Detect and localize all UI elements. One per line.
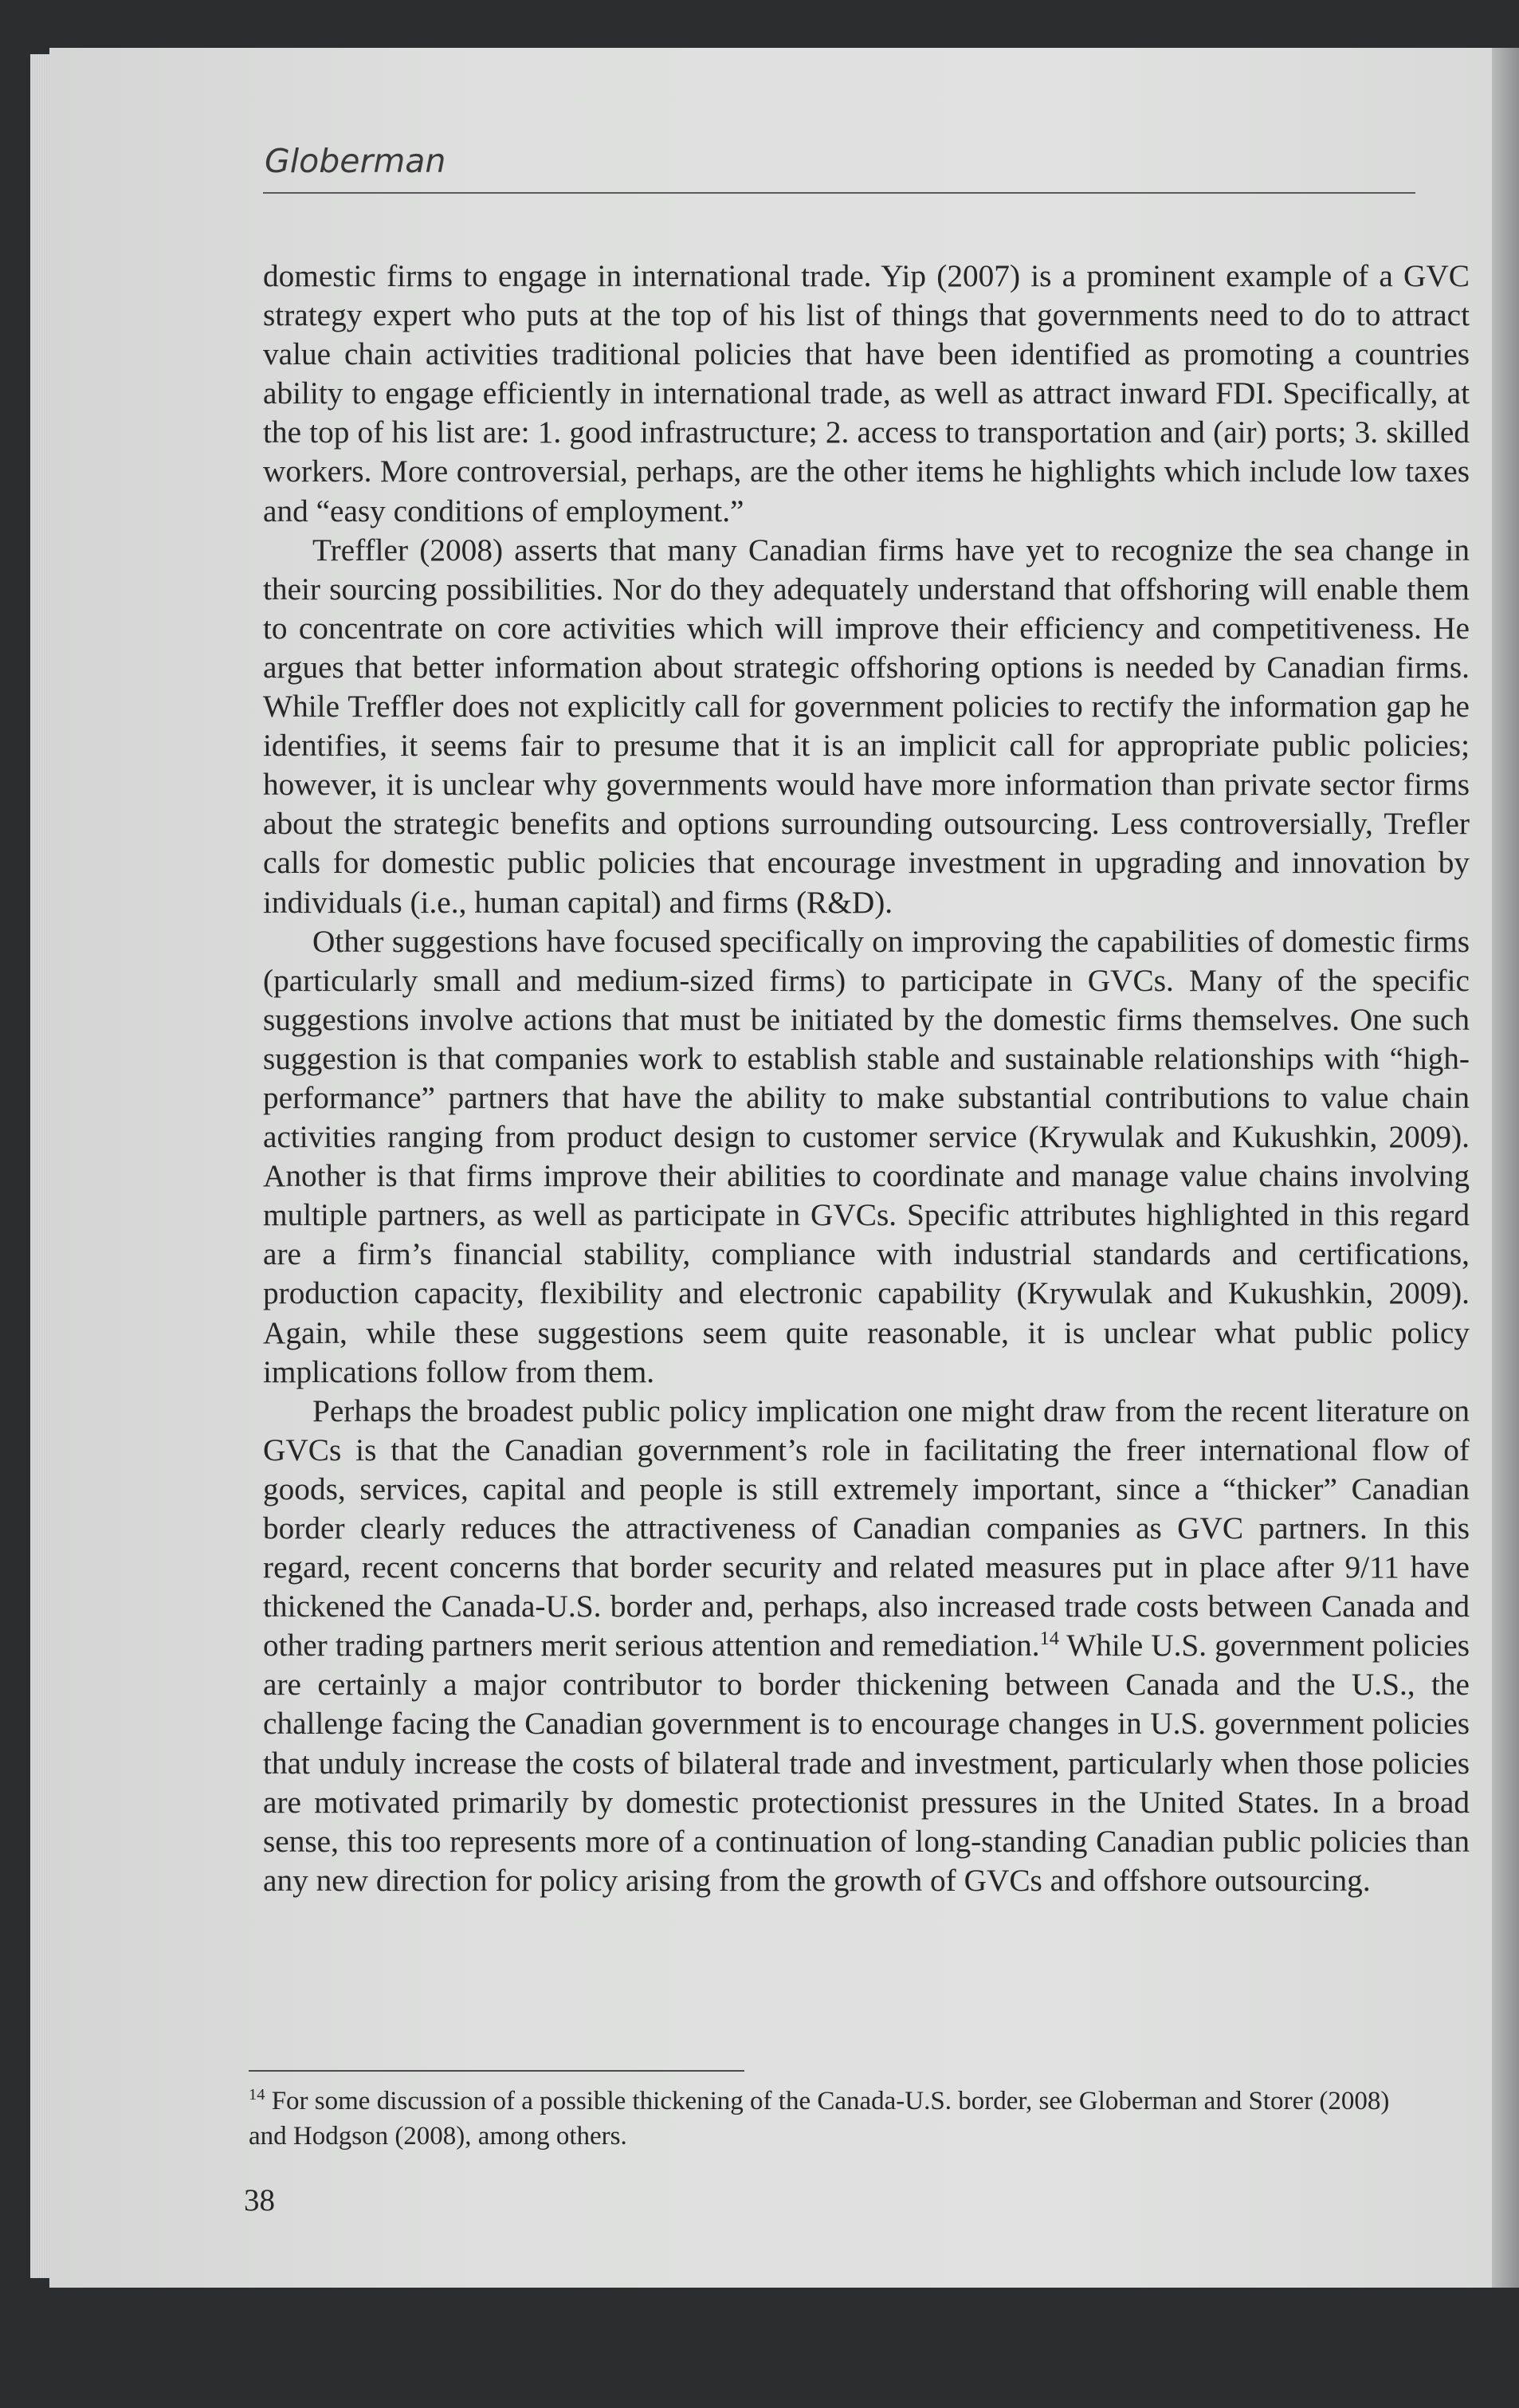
paragraph: [263, 1392, 1470, 1900]
running-head: Globerman: [265, 142, 446, 180]
paragraph: domestic firms to engage in international trade. Yip (2007) is a prominent example of a GVC strategy expert who puts at the top of his list of things that governments need to do to attract value chain activities traditional policies that have been identified as promoting a countries ability to engage efficiently in international trade, as well as attract inward FDI. Specifically, at the top of his list are: 1. good infrastructure; 2. access to transportation and (air) ports; 3. skilled workers. More controversial, perhaps, are the other items he highlights which include low taxes and “easy conditions of employment.”: [263, 258, 1470, 528]
page-number: 38: [244, 2183, 275, 2217]
page-gutter-shadow: [1492, 48, 1519, 2288]
paragraph: Treffler (2008) asserts that many Canadian firms have yet to recognize the sea change in their sourcing possibilities. Nor do they adequately understand that offshoring will enable them to concentrate on core activities which will improve their efficiency and competitiveness. He argues that better information about strategic offshoring options is needed by Canadian firms. While Treffler does not explicitly call for government policies to rectify the information gap he identifies, it seems fair to presume that it is an implicit call for appropriate public policies; however, it is unclear why governments would have more information than private sector firms about the strategic benefits and options surrounding outsourcing. Less controversially, Trefler calls for domestic public policies that encourage investment in upgrading and innovation by individuals (i.e., human capital) and firms (R&D).: [263, 532, 1470, 920]
footnote-rule: [249, 2070, 744, 2072]
paragraph: Other suggestions have focused specifically on improving the capabilities of domestic firms (particularly small and medium-sized firms) to participate in GVCs. Many of the specific suggestions involve actions that must be initiated by the domestic firms themselves. One such suggestion is that companies work to establish stable and sustainable relationships with “high-performance” partners that have the ability to make substantial contributions to value chain activities ranging from product design to customer service (Krywulak and Kukushkin, 2009). Another is that firms improve their abilities to coordinate and manage value chains involving multiple partners, as well as participate in GVCs. Specific attributes highlighted in this regard are a firm’s financial stability, compliance with industrial standards and certifications, production capacity, flexibility and electronic capability (Krywulak and Kukushkin, 2009). Again, while these suggestions seem quite reasonable, it is unclear what public policy implications follow from them.: [263, 923, 1470, 1389]
footnote: [249, 2084, 1423, 2154]
paragraph-text: While U.S. government policies are certainly a major contributor to border thickening between Canada and the U.S., the challenge facing the Canadian government is to encourage changes in U.S. government policies that unduly increase the costs of bilateral trade and investment, particularly when those policies are motivated primarily by domestic protectionist pressures in the United States. In a broad sense, this too represents more of a continuation of long-standing Canadian public policies than any new direction for policy arising from the growth of GVCs and offshore outsourcing.: [263, 1628, 1470, 1898]
paragraph-text: Perhaps the broadest public policy implication one might draw from the recent literature on GVCs is that the Canadian government’s role in facilitating the freer international flow of goods, services, capital and people is still extremely important, since a “thicker” Canadian border clearly reduces the attractiveness of Canadian companies as GVC partners. In this regard, recent concerns that border security and related measures put in place after 9/11 have thickened the Canada-U.S. border and, perhaps, also increased trade costs between Canada and other trading partners merit serious attention and remediation.: [263, 1393, 1470, 1664]
footnote-number: 14: [249, 2086, 265, 2104]
header-rule: [263, 192, 1415, 194]
body-text: [263, 257, 1470, 1900]
footnote-text: For some discussion of a possible thickening of the Canada-U.S. border, see Globerman and Storer (2008) and Hodgson (2008), among others.: [249, 2087, 1390, 2151]
footnote-reference[interactable]: 14: [1039, 1628, 1059, 1650]
